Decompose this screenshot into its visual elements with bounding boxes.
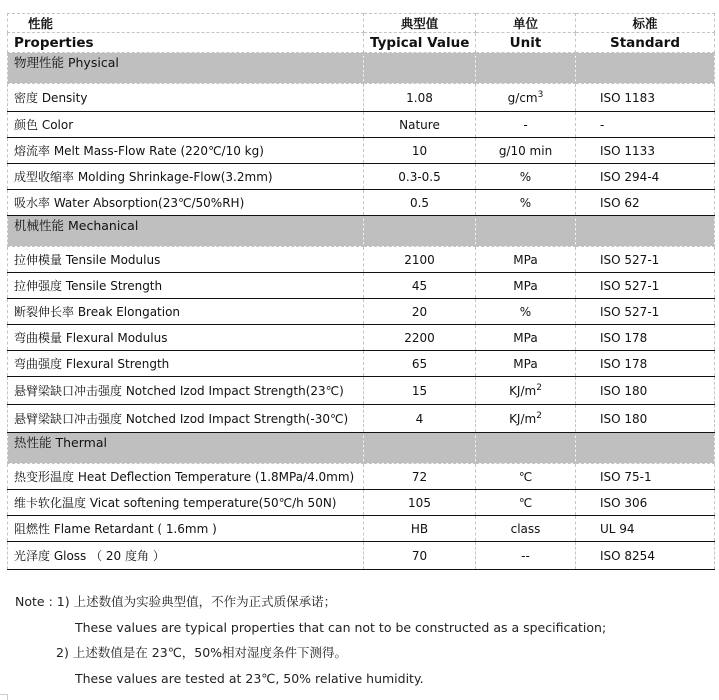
property-cell: 成型收缩率 Molding Shrinkage-Flow(3.2mm) <box>8 164 364 190</box>
value-cell: 105 <box>364 490 476 516</box>
property-cell: 拉伸强度 Tensile Strength <box>8 273 364 299</box>
table-row <box>8 84 715 112</box>
standard-cell: ISO 178 <box>576 325 715 351</box>
standard-cell: - <box>576 112 715 138</box>
table-row <box>8 542 715 570</box>
value-cell: 15 <box>364 377 476 405</box>
table-row <box>8 190 715 216</box>
unit-cell <box>476 112 576 138</box>
section-header-row <box>8 433 715 464</box>
note-2-zh: 上述数值是在 23℃，50%相对湿度条件下测得。 <box>72 645 348 660</box>
header-property-zh: 性能 <box>8 14 364 33</box>
section-header-row <box>8 216 715 247</box>
unit-text: % <box>519 169 532 184</box>
unit-text: % <box>519 195 532 210</box>
standard-cell: ISO 294-4 <box>576 164 715 190</box>
property-cell: 悬臂梁缺口冲击强度 Notched Izod Impact Strength(-30℃) <box>8 405 364 433</box>
table-row <box>8 164 715 190</box>
unit-text: MPa <box>513 330 538 345</box>
page-corner-mark <box>0 694 8 700</box>
header-property-en: Properties <box>8 33 364 53</box>
table-row <box>8 516 715 542</box>
unit-text: class <box>510 521 541 536</box>
property-cell: 拉伸模量 Tensile Modulus <box>8 247 364 273</box>
standard-cell: ISO 306 <box>576 490 715 516</box>
unit-superscript: 2 <box>536 410 542 421</box>
standard-cell: ISO 527-1 <box>576 247 715 273</box>
header-unit-en: Unit <box>476 33 576 53</box>
unit-cell <box>476 299 576 325</box>
unit-superscript: 3 <box>537 89 544 100</box>
value-cell: 45 <box>364 273 476 299</box>
standard-cell: UL 94 <box>576 516 715 542</box>
value-cell: 72 <box>364 464 476 490</box>
section-empty-cell <box>576 216 715 247</box>
unit-text: -- <box>521 548 530 563</box>
table-row <box>8 299 715 325</box>
property-cell: 弯曲强度 Flexural Strength <box>8 351 364 377</box>
note-label: Note : 1) <box>15 594 70 609</box>
property-cell: 热变形温度 Heat Deflection Temperature (1.8MPa/4.0mm) <box>8 464 364 490</box>
property-cell: 熔流率 Melt Mass-Flow Rate (220℃/10 kg) <box>8 138 364 164</box>
standard-cell: ISO 180 <box>576 405 715 433</box>
standard-cell: ISO 1183 <box>576 84 715 112</box>
property-cell: 维卡软化温度 Vicat softening temperature(50℃/h 50N) <box>8 490 364 516</box>
value-cell: 65 <box>364 351 476 377</box>
standard-cell: ISO 62 <box>576 190 715 216</box>
note-1-zh: 上述数值为实验典型值，不作为正式质保承诺； <box>73 594 337 609</box>
unit-cell <box>476 325 576 351</box>
unit-cell <box>476 405 576 433</box>
value-cell: 0.5 <box>364 190 476 216</box>
header-unit-zh: 单位 <box>476 14 576 33</box>
unit-text: ℃ <box>518 469 533 484</box>
section-empty-cell <box>576 53 715 84</box>
value-cell: 4 <box>364 405 476 433</box>
value-cell: 70 <box>364 542 476 570</box>
standard-cell: ISO 180 <box>576 377 715 405</box>
unit-cell <box>476 351 576 377</box>
property-cell: 悬臂梁缺口冲击强度 Notched Izod Impact Strength(23℃) <box>8 377 364 405</box>
section-title: 热性能 Thermal <box>8 433 364 464</box>
unit-superscript: 2 <box>536 382 542 393</box>
section-empty-cell <box>364 53 476 84</box>
unit-text: KJ/m <box>509 411 537 426</box>
unit-cell <box>476 84 576 112</box>
unit-text: ℃ <box>518 495 533 510</box>
property-cell: 密度 Density <box>8 84 364 112</box>
unit-cell <box>476 273 576 299</box>
table-row <box>8 247 715 273</box>
unit-cell <box>476 516 576 542</box>
unit-text: MPa <box>513 252 538 267</box>
header-value-zh: 典型值 <box>364 14 476 33</box>
section-header-row <box>8 53 715 84</box>
unit-text: MPa <box>513 356 538 371</box>
property-cell: 断裂伸长率 Break Elongation <box>8 299 364 325</box>
header-row-zh <box>8 14 715 33</box>
section-empty-cell <box>576 433 715 464</box>
unit-cell <box>476 247 576 273</box>
unit-cell <box>476 377 576 405</box>
table-row <box>8 138 715 164</box>
unit-cell <box>476 542 576 570</box>
property-cell: 颜色 Color <box>8 112 364 138</box>
standard-cell: ISO 527-1 <box>576 273 715 299</box>
standard-cell: ISO 1133 <box>576 138 715 164</box>
value-cell: 1.08 <box>364 84 476 112</box>
standard-cell: ISO 178 <box>576 351 715 377</box>
standard-cell: ISO 527-1 <box>576 299 715 325</box>
table-row <box>8 112 715 138</box>
property-cell: 吸水率 Water Absorption(23℃/50%RH) <box>8 190 364 216</box>
note-2-en: These values are tested at 23℃, 50% relative humidity. <box>75 670 424 686</box>
section-title: 机械性能 Mechanical <box>8 216 364 247</box>
note-1-zh-line <box>15 589 606 615</box>
property-cell: 弯曲模量 Flexural Modulus <box>8 325 364 351</box>
table-row <box>8 273 715 299</box>
header-row-en <box>8 33 715 53</box>
note-1-en: These values are typical properties that can not to be constructed as a specification; <box>75 619 607 635</box>
unit-cell <box>476 190 576 216</box>
header-value-en: Typical Value <box>364 33 476 53</box>
table-row <box>8 490 715 516</box>
section-empty-cell <box>476 433 576 464</box>
unit-cell <box>476 138 576 164</box>
section-empty-cell <box>476 216 576 247</box>
standard-cell: ISO 75-1 <box>576 464 715 490</box>
section-empty-cell <box>364 216 476 247</box>
value-cell: Nature <box>364 112 476 138</box>
unit-cell <box>476 464 576 490</box>
value-cell: 2200 <box>364 325 476 351</box>
value-cell: 2100 <box>364 247 476 273</box>
property-cell: 阻燃性 Flame Retardant ( 1.6mm ) <box>8 516 364 542</box>
value-cell: 20 <box>364 299 476 325</box>
section-empty-cell <box>364 433 476 464</box>
unit-text: g/cm <box>507 90 538 105</box>
table-row <box>8 325 715 351</box>
unit-cell <box>476 164 576 190</box>
properties-table <box>7 13 715 570</box>
table-row <box>8 351 715 377</box>
table-row <box>8 405 715 433</box>
section-empty-cell <box>476 53 576 84</box>
unit-text: - <box>523 117 528 132</box>
value-cell: 10 <box>364 138 476 164</box>
note-2-label: 2) <box>56 645 69 660</box>
unit-text: % <box>519 304 532 319</box>
property-cell: 光泽度 Gloss （ 20 度角 ） <box>8 542 364 570</box>
header-standard-en: Standard <box>576 33 715 53</box>
notes <box>15 589 606 691</box>
unit-text: g/10 min <box>498 143 553 158</box>
unit-text: KJ/m <box>509 383 537 398</box>
note-2-zh-line <box>15 640 606 666</box>
section-title: 物理性能 Physical <box>8 53 364 84</box>
standard-cell: ISO 8254 <box>576 542 715 570</box>
unit-text: MPa <box>513 278 538 293</box>
table-row <box>8 377 715 405</box>
value-cell: 0.3-0.5 <box>364 164 476 190</box>
value-cell: HB <box>364 516 476 542</box>
table-row <box>8 464 715 490</box>
header-standard-zh: 标准 <box>576 14 715 33</box>
unit-cell <box>476 490 576 516</box>
